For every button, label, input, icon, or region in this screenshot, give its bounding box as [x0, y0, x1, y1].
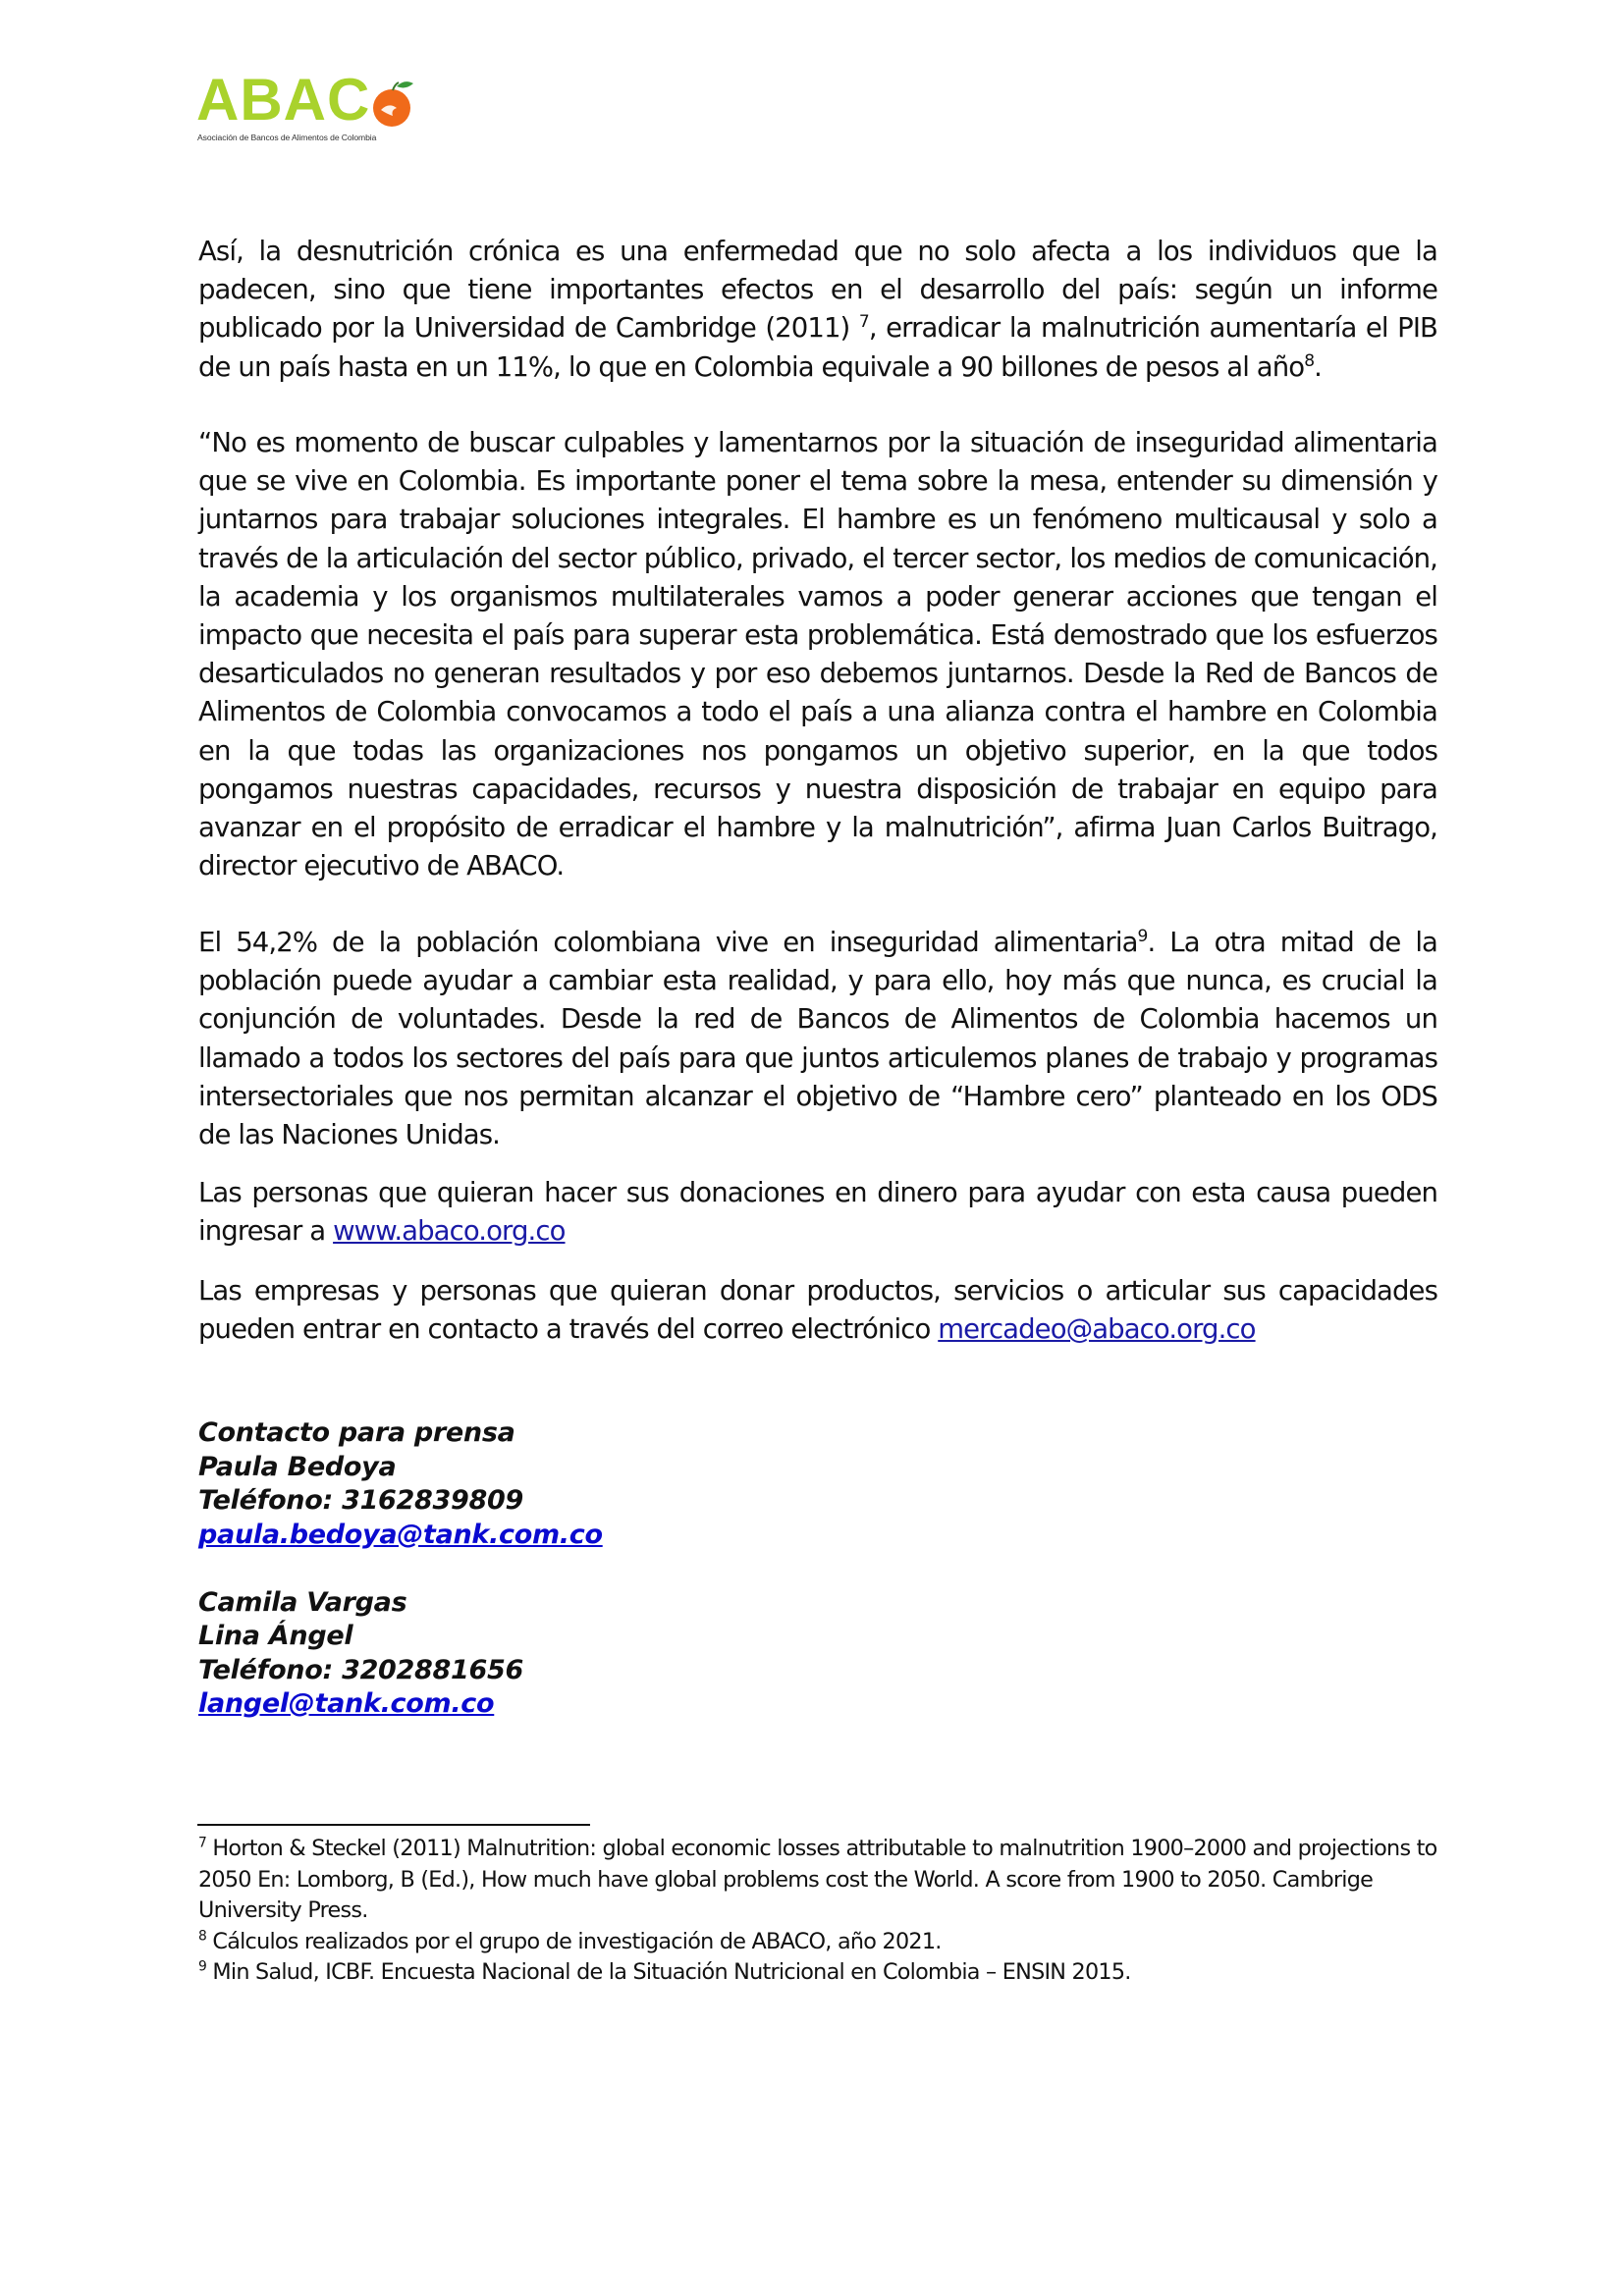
paragraph-malnutrition-impact	[198, 233, 1437, 387]
contact-phone: Teléfono: 3202881656	[198, 1654, 523, 1685]
contact-email-link[interactable]: langel@tank.com.co	[198, 1688, 495, 1719]
press-contact-block	[198, 1416, 603, 1722]
footnote-ref-9[interactable]: 9	[1137, 926, 1148, 946]
paragraph-food-insecurity	[198, 924, 1437, 1154]
contact-name: Paula Bedoya	[198, 1451, 397, 1482]
paragraph-money-donations	[198, 1174, 1437, 1251]
contact-phone: Teléfono: 3162839809	[198, 1485, 523, 1516]
footnotes	[198, 1834, 1455, 1989]
paragraph-text: Las personas que quieran hacer sus donaciones en dinero para ayudar con esta causa pueden ingresar a	[198, 1177, 1437, 1248]
paragraph-director-quote: “No es momento de buscar culpables y lamentarnos por la situación de inseguridad alimentaria que se vive en Colombia. Es importante poner el tema sobre la mesa, entender su dimensión y juntarnos para trabajar soluciones integrales. El hambre es un fenómeno multicausal y solo a través de la articulación del sector público, privado, el tercer sector, los medios de comunicación, la academia y los organismos multilaterales vamos a poder generar acciones que tengan el impacto que necesita el país para superar esta problemática. Está demostrado que los esfuerzos desarticulados no generan resultados y por eso debemos juntarnos. Desde la Red de Bancos de Alimentos de Colombia convocamos a todo el país a una alianza contra el hambre en Colombia en la que todas las organizaciones nos pongamos un objetivo superior, en la que todos pongamos nuestras capacidades, recursos y nuestra disposición de trabajar en equipo para avanzar en el propósito de erradicar el hambre y la malnutrición”, afirma Juan Carlos Buitrago, director ejecutivo de ABACO.	[198, 427, 1437, 882]
logo-subtitle: Asociación de Bancos de Alimentos de Colombia	[197, 133, 377, 142]
footnote-8	[198, 1927, 1455, 1958]
footnote-text: Horton & Steckel (2011) Malnutrition: global economic losses attributable to malnutrition 1900–2000 and projections to 2050 En: Lomborg, B (Ed.), How much have global problems cost the World. A score from 1900 to 2050. Cambrige University Press.	[198, 1836, 1437, 1923]
footnote-text: Cálculos realizados por el grupo de investigación de ABACO, año 2021.	[206, 1928, 942, 1954]
paragraph-text: .	[1314, 350, 1322, 383]
paragraph-text: , erradicar la malnutrición aumentaría el PIB de un país hasta en un 11%, lo que en Colombia equivale a 90 billones de pesos al año	[198, 312, 1438, 383]
footnote-ref-7[interactable]: 7	[858, 312, 869, 333]
mercadeo-email-link[interactable]: mercadeo@abaco.org.co	[938, 1313, 1256, 1346]
paragraph-text: Las empresas y personas que quieran donar productos, servicios o articular sus capacidades pueden entrar en contacto a través del correo electrónico	[198, 1275, 1437, 1346]
footnote-text: Min Salud, ICBF. Encuesta Nacional de la Situación Nutricional en Colombia – ENSIN 2015.	[206, 1959, 1131, 1985]
footnote-ref-8[interactable]: 8	[1304, 350, 1315, 371]
contact-heading: Contacto para prensa	[198, 1417, 515, 1448]
footnote-number: 7	[198, 1835, 207, 1851]
paragraph-text: . La otra mitad de la población puede ayudar a cambiar esta realidad, y para ello, hoy más que nunca, es crucial la conjunción de voluntades. Desde la red de Bancos de Alimentos de Colombia hacemos un llamado a todos los sectores del país para que juntos articulemos planes de trabajo y programas intersectoriales que nos permitan alcanzar el objetivo de “Hambre cero” planteado en los ODS de las Naciones Unidas.	[198, 927, 1438, 1151]
footnote-number: 9	[198, 1958, 207, 1975]
website-link[interactable]: www.abaco.org.co	[333, 1215, 566, 1248]
footnote-9	[198, 1957, 1455, 1989]
abaco-logo	[196, 61, 422, 149]
footnote-separator	[197, 1824, 590, 1826]
paragraph-text: Así, la desnutrición crónica es una enfermedad que no solo afecta a los individuos que la padecen, sino que tiene importantes efectos en el desarrollo del país: según un informe publicado por la Universidad de Cambridge (2011)	[198, 236, 1437, 345]
contact-name: Camila Vargas	[198, 1586, 407, 1618]
logo-wordmark: ABAC	[196, 67, 371, 133]
contact-email-link[interactable]: paula.bedoya@tank.com.co	[198, 1519, 603, 1550]
footnote-number: 8	[198, 1928, 207, 1945]
footnote-7	[198, 1834, 1455, 1927]
orange-fruit-icon	[371, 80, 414, 128]
paragraph-text: El 54,2% de la población colombiana vive en inseguridad alimentaria	[198, 927, 1138, 958]
contact-name: Lina Ángel	[198, 1621, 353, 1651]
paragraph-product-donations	[198, 1272, 1437, 1349]
